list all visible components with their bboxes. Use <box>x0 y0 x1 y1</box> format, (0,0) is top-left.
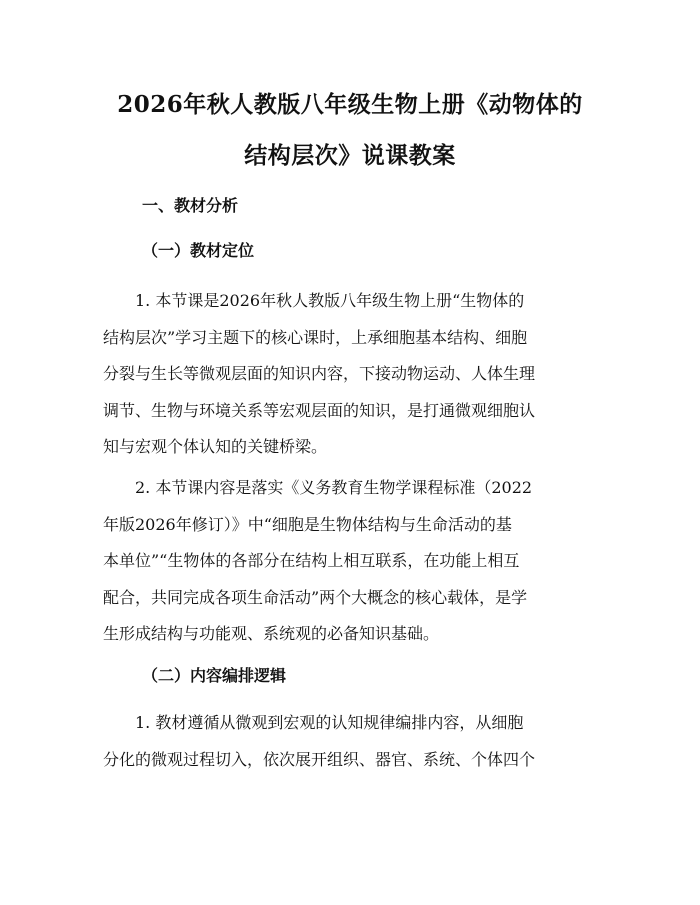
paragraph-line: 分化的微观过程切入，依次展开组织、器官、系统、个体四个 <box>103 749 536 769</box>
subsection-heading-content-arrangement: （二）内容编排逻辑 <box>142 666 287 685</box>
subsection-heading-textbook-positioning: （一）教材定位 <box>142 241 255 260</box>
paragraph-line: 生形成结构与功能观、系统观的必备知识基础。 <box>103 624 440 643</box>
paragraph-line: 调节、生物与环境关系等宏观层面的知识，是打通微观细胞认 <box>103 400 536 420</box>
section-heading-textbook-analysis: 一、教材分析 <box>142 196 239 215</box>
paragraph-line: 年版2026年修订）》中“细胞是生物体结构与生命活动的基 <box>103 514 512 534</box>
paragraph-3 <box>103 705 603 778</box>
paragraph-line: 知与宏观个体认知的关键桥梁。 <box>103 437 328 456</box>
paragraph-2 <box>103 470 603 653</box>
paragraph-line: 本单位”“生物体的各部分在结构上相互联系，在功能上相互 <box>103 551 520 570</box>
document-title-line-1: 2026年秋人教版八年级生物上册《动物体的 <box>117 91 583 118</box>
paragraph-line: 1. 本节课是2026年秋人教版八年级生物上册“生物体的 <box>103 291 525 310</box>
paragraph-line: 配合，共同完成各项生命活动”两个大概念的核心载体，是学 <box>103 587 528 607</box>
paragraph-line: 分裂与生长等微观层面的知识内容，下接动物运动、人体生理 <box>103 364 536 383</box>
paragraph-1 <box>103 283 603 466</box>
paragraph-line: 2. 本节课内容是落实《义务教育生物学课程标准（2022 <box>103 478 533 497</box>
paragraph-line: 1. 教材遵循从微观到宏观的认知规律编排内容，从细胞 <box>103 713 524 732</box>
paragraph-line: 结构层次”学习主题下的核心课时，上承细胞基本结构、细胞 <box>103 327 528 347</box>
document-title-line-2: 结构层次》说课教案 <box>244 142 456 169</box>
